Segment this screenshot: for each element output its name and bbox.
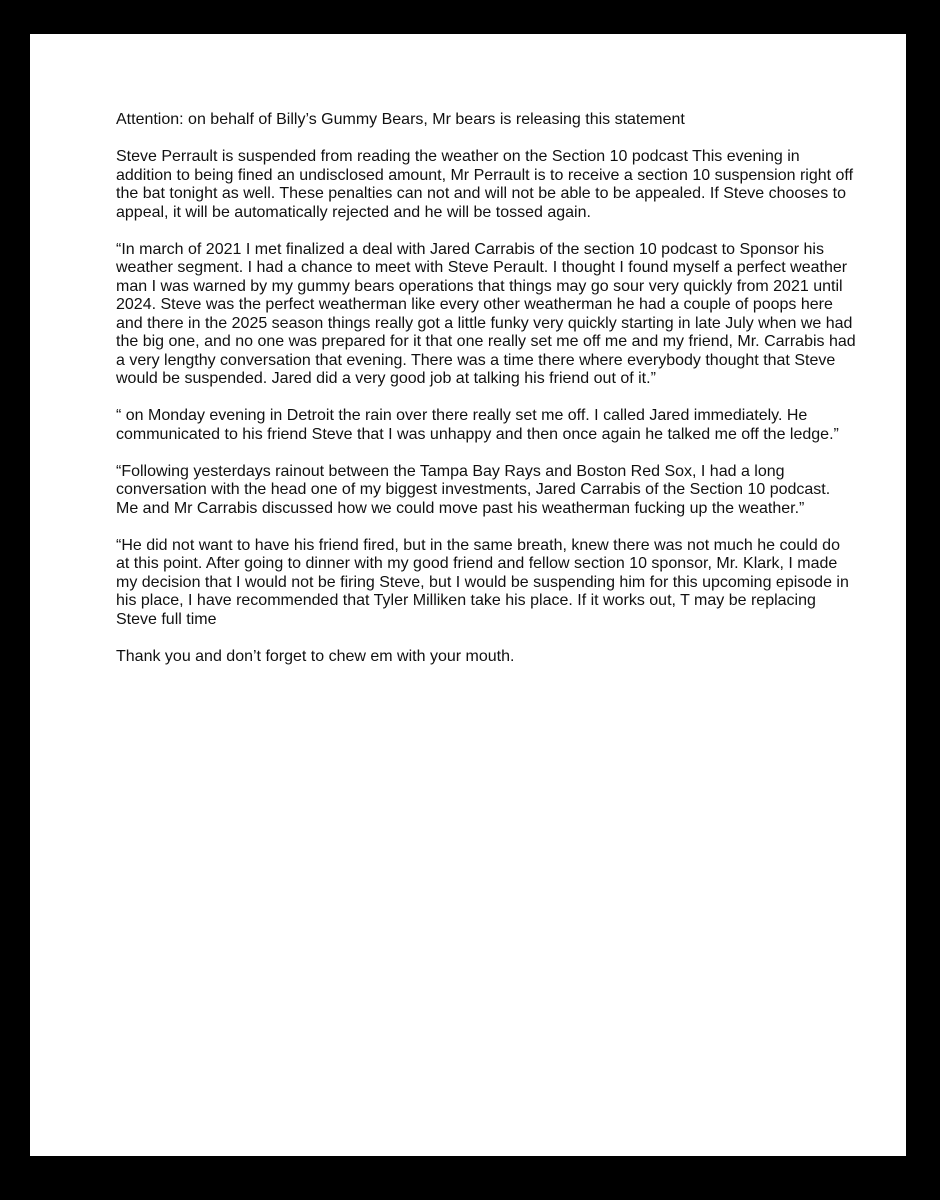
closing-line: Thank you and don’t forget to chew em with your mouth. <box>116 647 515 665</box>
statement-header: Attention: on behalf of Billy’s Gummy Bears, Mr bears is releasing this statement <box>116 111 685 128</box>
paragraph-quote-decision: “He did not want to have his friend fired, but in the same breath, knew there was not much he could do at this point. After going to dinner with my good friend and fellow section 10 sponsor, Mr. Klark, I made my decision that I would not be firing Steve, but I would be suspending him for this upcoming episode in his place, I have recommended that Tyler Milliken take his place. If it works out, T may be replacing Steve full time <box>116 536 849 628</box>
statement-body <box>116 111 856 685</box>
document-page <box>30 34 906 1156</box>
paragraph-quote-rainout: “Following yesterdays rainout between the Tampa Bay Rays and Boston Red Sox, I had a long conversation with the head one of my biggest investments, Jared Carrabis of the Section 10 podcast. Me and Mr Carrabis discussed how we could move past his weatherman fucking up the weather.” <box>116 462 831 517</box>
paragraph-suspension-notice: Steve Perrault is suspended from reading the weather on the Section 10 podcast This evening in addition to being fined an undisclosed amount, Mr Perrault is to receive a section 10 suspension right off the bat tonight as well. These penalties can not and will not be able to be appealed. If Steve chooses to appeal, it will be automatically rejected and he will be tossed again. <box>116 148 854 221</box>
paragraph-quote-history: “In march of 2021 I met finalized a deal with Jared Carrabis of the section 10 podcast to Sponsor his weather segment. I had a chance to meet with Steve Perault. I thought I found myself a perfect weather man I was warned by my gummy bears operations that things may go sour very quickly from 2021 until 2024. Steve was the perfect weatherman like every other weatherman he had a couple of poops here and there in the 2025 season things really got a little funky very quickly starting in late July when we had the big one, and no one was prepared for it that one really set me off me and my friend, Mr. Carrabis had a very lengthy conversation that evening. There was a time there where everybody thought that Steve would be suspended. Jared did a very good job at talking his friend out of it.” <box>116 240 856 387</box>
paragraph-quote-detroit: “ on Monday evening in Detroit the rain over there really set me off. I called Jared immediately. He communicated to his friend Steve that I was unhappy and then once again he talked me off the ledge.” <box>116 407 839 443</box>
